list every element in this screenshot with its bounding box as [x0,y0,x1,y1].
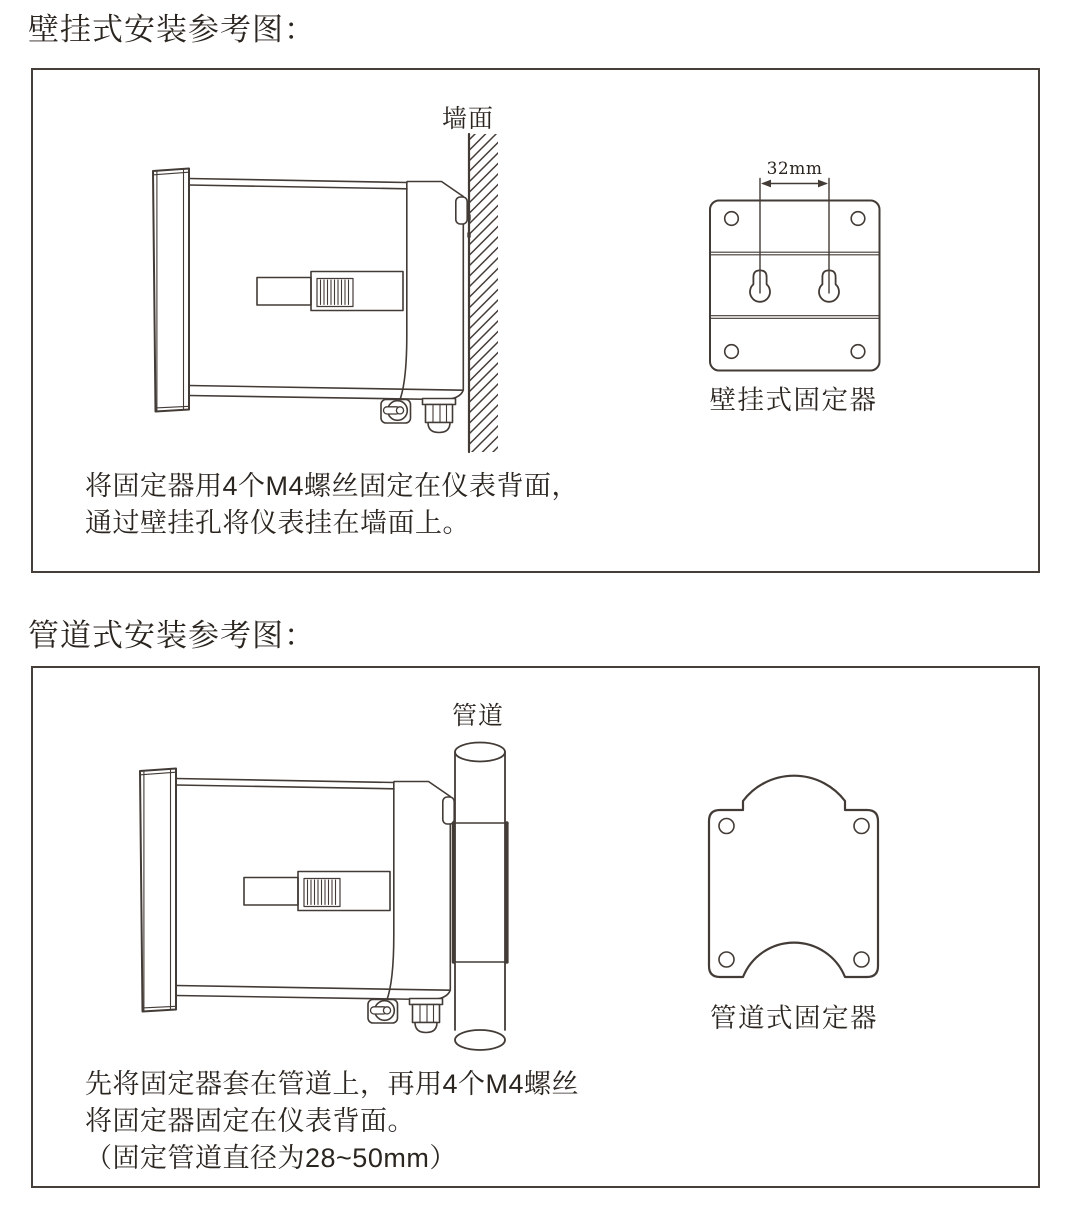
pipe [455,743,505,1051]
caption-line: 将固定器用4个M4螺丝固定在仪表背面， [85,471,580,501]
caption-line: 先将固定器套在管道上，再用4个M4螺丝 [85,1069,580,1099]
wall-fixture-plate [710,159,880,371]
pipe-fixture-bracket [709,776,878,977]
caption-line: （固定管道直径为28~50mm） [85,1143,457,1173]
wall-section-caption [85,468,579,542]
wall-section-title: 壁挂式安装参考图： [28,12,316,47]
caption-line: 通过壁挂孔将仪表挂在墙面上。 [85,508,470,538]
dimension-label: 32mm [766,159,823,179]
arrowhead-left [761,180,771,188]
wall [467,134,498,452]
pipe-fixture-label: 管道式固定器 [710,1003,878,1033]
pipe-section-title: 管道式安装参考图： [28,618,316,653]
arrowhead-right [818,180,828,188]
caption-line: 将固定器固定在仪表背面。 [85,1106,415,1136]
pipe-mount-diagram [140,702,878,1050]
pipe-label: 管道 [451,702,505,730]
wall-label: 墙面 [441,105,495,133]
wall-fixture-label: 壁挂式固定器 [709,385,878,415]
wall-mount-diagram [153,105,880,452]
pipe-section-caption [85,1066,579,1177]
